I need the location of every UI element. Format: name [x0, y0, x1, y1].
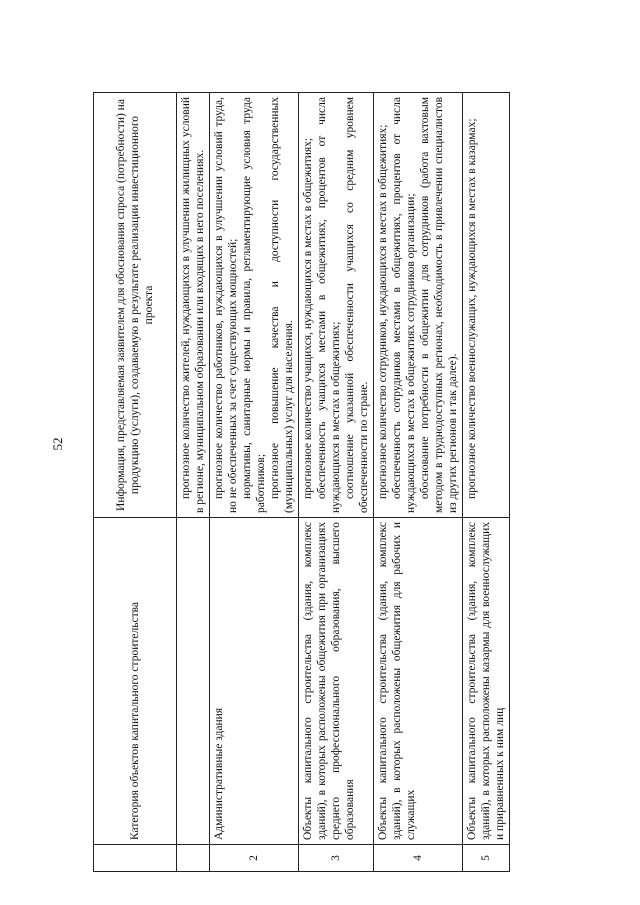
info-paragraph: прогнозное количество военнослужащих, нуждающихся в местах в казармах;	[466, 118, 478, 499]
info-paragraph: прогнозное количество жителей, нуждающихся в улучшении жилищных условий в регионе, муниципальном образовании или входящих в него поселениях.	[180, 97, 206, 513]
info-paragraph: прогнозное количество работников, нуждающихся в улучшении условий труда, но не обеспеченных за счет существующих мощностей;	[213, 97, 239, 513]
table-row	[210, 93, 299, 872]
row-number: 4	[374, 845, 463, 872]
info-paragraph: обеспеченность сотрудников местами в общежитиях, процентов от числа нуждающихся в местах в общежитиях сотрудников организации;	[391, 97, 417, 513]
info-paragraph: нормативы, санитарные нормы и правила, регламентирующие условия труда работников;	[241, 97, 267, 513]
header-info: Информация, представляемая заявителем для обоснования спроса (потребности) на продукцию (услуги), создаваемую в результате реализации инвестиционного проекта	[94, 93, 177, 518]
row-number	[177, 845, 210, 872]
header-category: Категория объектов капитального строительства	[94, 518, 177, 845]
row-number: 5	[463, 845, 510, 872]
row-category: Объекты капитального строительства (здания, комплекс зданий), в которых расположены общежития для рабочих и служащих	[374, 518, 463, 845]
table-header-row	[94, 93, 177, 872]
row-category: Объекты капитального строительства (здания, комплекс зданий), в которых расположены общежития при организациях среднего профессионального образования, высшего образования	[299, 518, 374, 845]
row-category: Административные здания	[210, 518, 299, 845]
row-info	[210, 93, 299, 518]
row-info	[463, 93, 510, 518]
row-info	[374, 93, 463, 518]
row-info	[299, 93, 374, 518]
info-paragraph: прогнозное количество учащихся, нуждающихся в местах в общежитиях;	[302, 137, 314, 499]
table-row	[177, 93, 210, 872]
row-category	[177, 518, 210, 845]
landscape-sheet	[93, 92, 573, 872]
info-paragraph: обеспеченность учащихся местами в общежитиях, процентов от числа нуждающихся в местах в общежитиях;	[316, 97, 342, 513]
info-paragraph: прогнозное количество сотрудников, нуждающихся в местах в общежитиях;	[377, 124, 389, 499]
row-number: 2	[210, 845, 299, 872]
page-number: 52	[50, 437, 65, 451]
requirements-table	[93, 92, 510, 872]
row-info	[177, 93, 210, 518]
table-row	[463, 93, 510, 872]
row-number: 3	[299, 845, 374, 872]
header-number-cell	[94, 845, 177, 872]
info-paragraph: прогнозное повышение качества и доступности государственных (муниципальных) услуг для населения.	[269, 97, 295, 513]
table-row	[299, 93, 374, 872]
info-paragraph: обоснование потребности в общежитии для сотрудников (работа вахтовым методом в труднодоступных регионах, необходимость в привлечении специалистов из других регионов и так далее).	[419, 97, 459, 513]
info-paragraph: соотношение указанной обеспеченности учащихся со средним уровнем обеспеченности по стране.	[344, 97, 370, 513]
table-body	[177, 93, 510, 872]
row-category: Объекты капитального строительства (здания, комплекс зданий), в которых расположены казармы для военнослужащих и приравненных к ним лиц	[463, 518, 510, 845]
table-row	[374, 93, 463, 872]
